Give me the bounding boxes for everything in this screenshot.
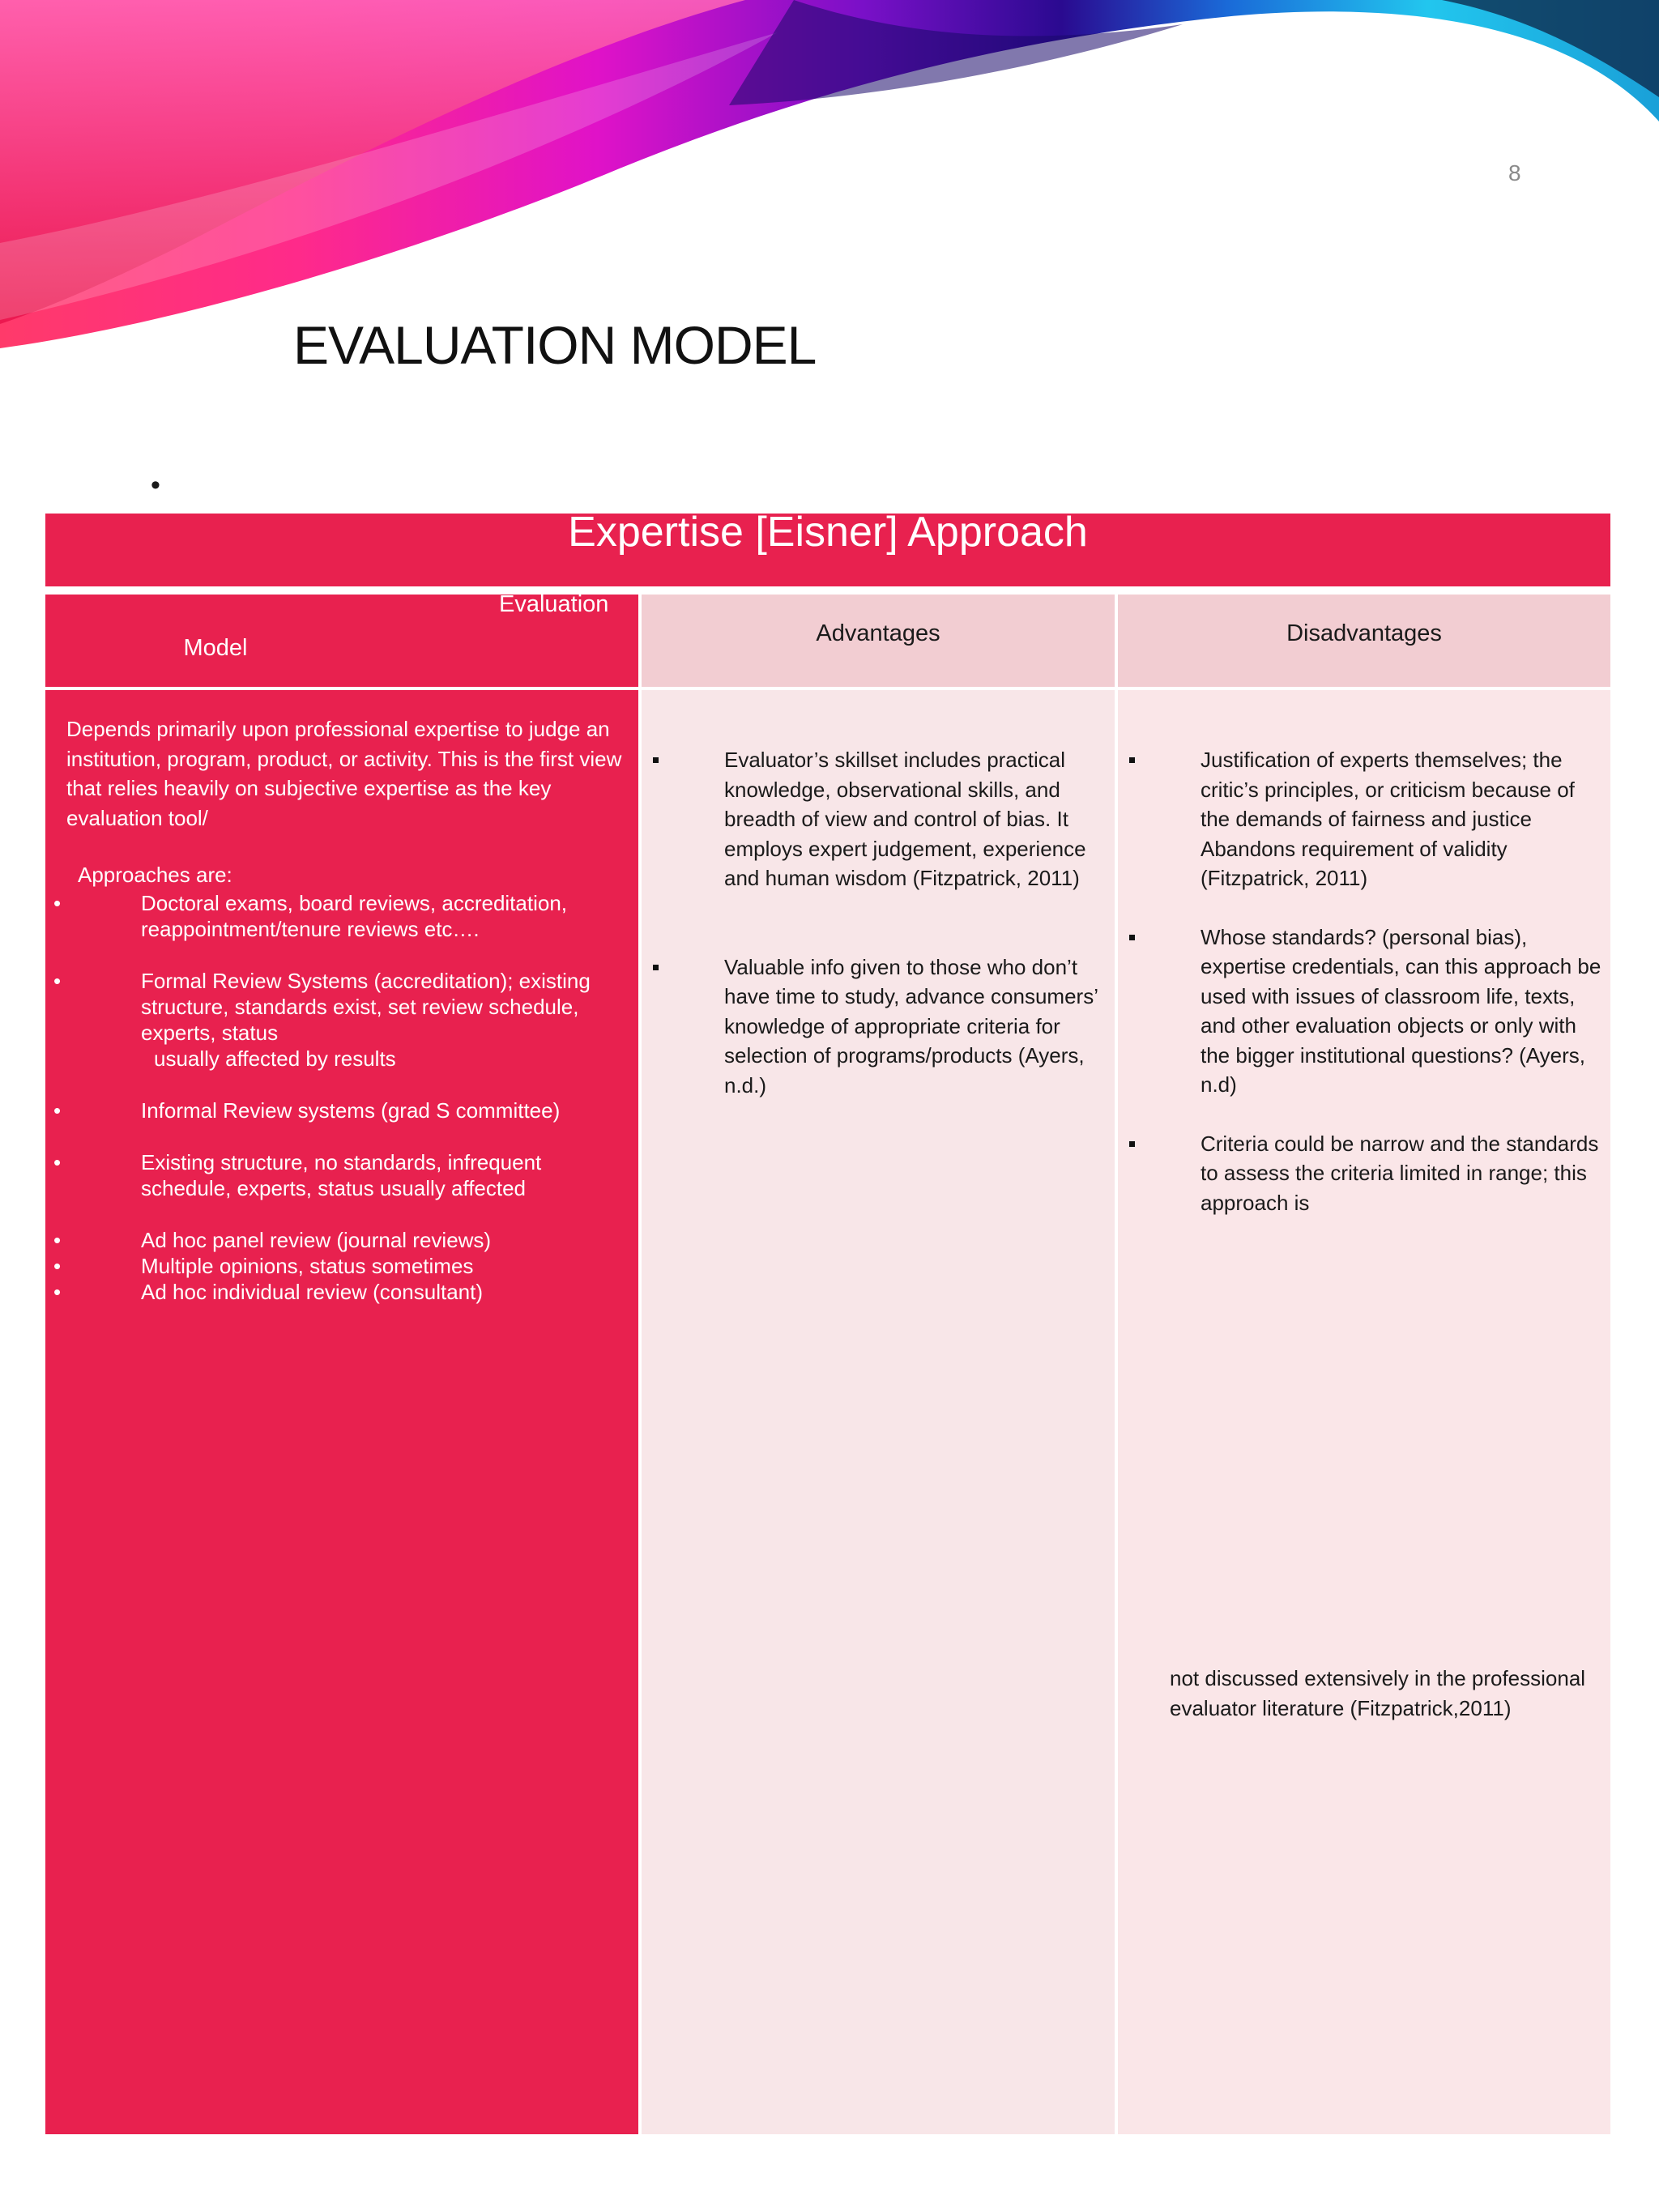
disadvantages-header-label: Disadvantages (1286, 620, 1442, 646)
list-item-continuation: usually affected by results (154, 1046, 396, 1071)
page-title: EVALUATION MODEL (293, 315, 817, 375)
table-body (45, 591, 1610, 2134)
list-item: • Multiple opinions, status sometimes (45, 1253, 633, 1279)
approaches-list (66, 890, 633, 1305)
page-number: 8 (1508, 160, 1521, 185)
empty-bullet: • (151, 470, 160, 501)
advantages-column (642, 595, 1115, 2134)
list-item: • Informal Review systems (grad S committee) (45, 1097, 633, 1123)
list-item: • Doctoral exams, board reviews, accreditation, reappointment/tenure reviews etc…. (45, 890, 633, 942)
disadvantages-continuation: not discussed extensively in the professional evaluator literature (Fitzpatrick,2011) (1170, 1666, 1586, 1720)
list-item: Valuable info given to those who don’t have time to study, advance consumers’ knowledge of appropriate criteria for selection of programs/products (Ayers, n.d.) (642, 953, 1110, 1101)
disadvantages-header (1118, 595, 1610, 690)
model-header (45, 591, 638, 690)
list-item: Justification of experts themselves; the critic’s principles, or criticism because of the demands of fairness and justice Abandons requirement of validity (Fitzpatrick, 2011) (1118, 745, 1604, 893)
model-header-evaluation: Evaluation (499, 591, 609, 617)
model-cell (66, 714, 633, 1305)
list-item: • Ad hoc individual review (consultant) (45, 1279, 633, 1305)
list-item: • Formal Review Systems (accreditation); existing structure, standards exist, set review schedule, experts, status usually affected by results (45, 968, 633, 1072)
table-title: Expertise [Eisner] Approach (45, 514, 1610, 586)
list-item: Whose standards? (personal bias), expertise credentials, can this approach be used with issues of classroom life, texts, and other evaluation objects or only with the bigger institutional questions? (Ayers, n.d) (1118, 923, 1604, 1100)
disadvantages-list (1118, 745, 1604, 1217)
advantages-header-label: Advantages (816, 620, 940, 646)
model-intro: Depends primarily upon professional expertise to judge an institution, program, product, or activity. This is the first view that relies heavily on subjective expertise as the key evaluation tool/ (66, 717, 622, 830)
approach-table (45, 514, 1610, 1720)
disadvantages-column (1118, 595, 1610, 2134)
advantages-header (642, 595, 1115, 690)
list-item: • Ad hoc panel review (journal reviews) (45, 1227, 633, 1253)
advantages-list (642, 745, 1110, 1100)
model-column (45, 591, 638, 2134)
list-item: Evaluator’s skillset includes practical knowledge, observational skills, and breadth of view and control of bias. It employs expert judgement, experience and human wisdom (Fitzpatrick, 2011) (642, 745, 1110, 893)
decorative-swoosh-banner (0, 0, 1659, 356)
list-item: • Existing structure, no standards, infrequent schedule, experts, status usually affected (45, 1149, 633, 1201)
list-item: Criteria could be narrow and the standards to assess the criteria limited in range; this approach is (1118, 1129, 1604, 1218)
approaches-label: Approaches are: (78, 863, 232, 887)
model-header-model: Model (183, 635, 248, 661)
